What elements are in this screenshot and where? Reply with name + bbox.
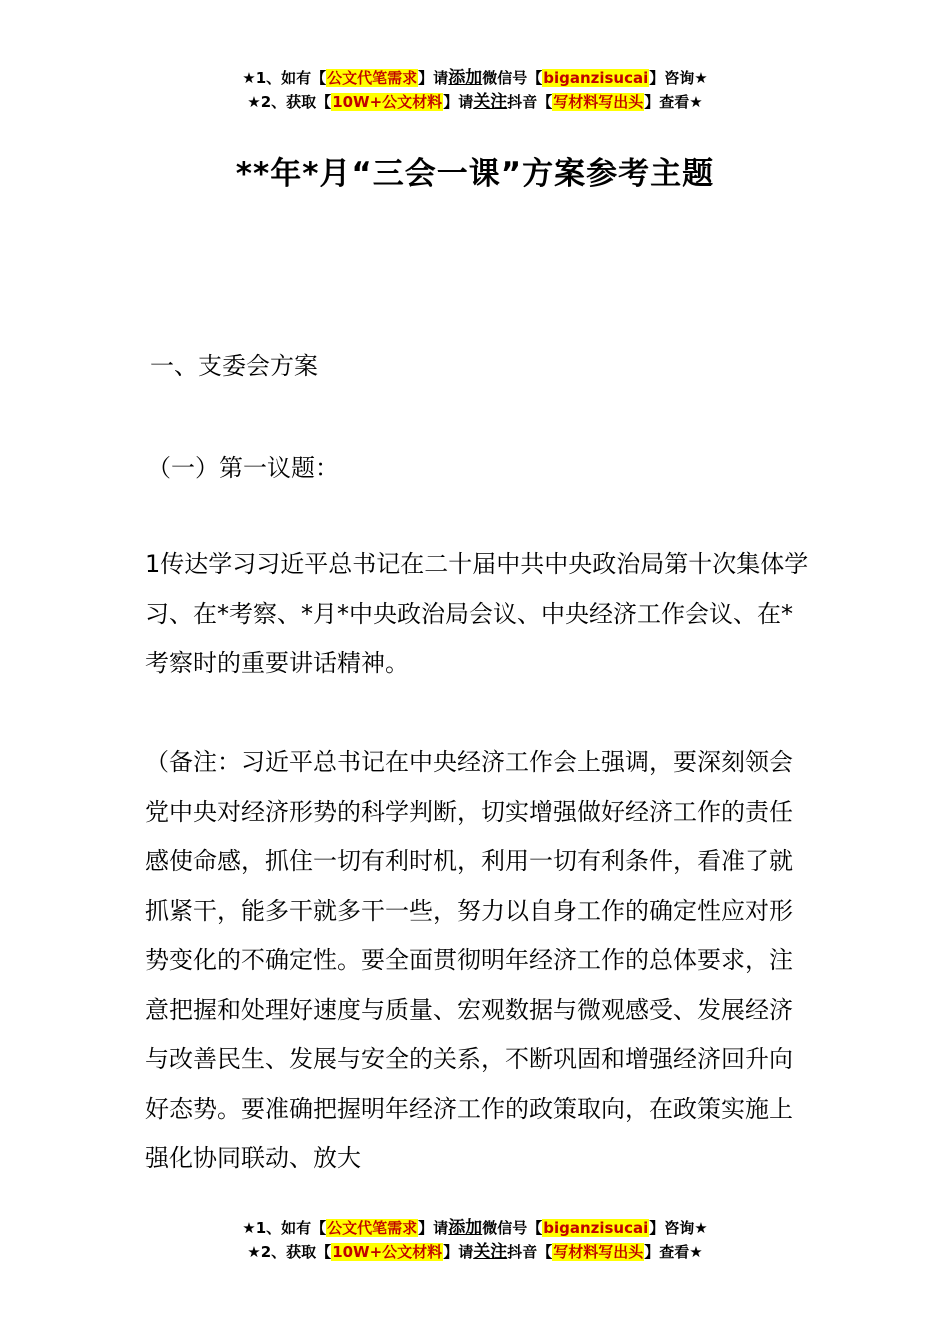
highlight-materials: 10W+公文材料 <box>332 1243 443 1261</box>
footer-banner <box>0 1216 950 1264</box>
agenda-item-1: 1传达学习习近平总书记在二十届中共中央政治局第十次集体学习、在*考察、*月*中央政治局会议、中央经济工作会议、在*考察时的重要讲话精神。 <box>145 550 809 677</box>
banner-line-1: ★1、如有【公文代笔需求】请添加微信号【biganzisucai】咨询★ <box>242 1218 708 1238</box>
banner-line-1: ★1、如有【公文代笔需求】请添加微信号【biganzisucai】咨询★ <box>242 68 708 88</box>
note-paragraph: （备注：习近平总书记在中央经济工作会上强调，要深刻领会党中央对经济形势的科学判断，切实增强做好经济工作的责任感使命感，抓住一切有利时机，利用一切有利条件，看准了就抓紧干，能多干就多干一些，努力以自身工作的确定性应对形势变化的不确定性。要全面贯彻明年经济工作的总体要求，注意把握和处理好速度与质量、宏观数据与微观感受、发展经济与改善民生、发展与安全的关系，不断巩固和增强经济回升向好态势。要准确把握明年经济工作的政策取向，在政策实施上强化协同联动、放大 <box>145 748 793 1172</box>
section-heading: 一、支委会方案 <box>150 352 318 380</box>
document-title: **年*月“三会一课”方案参考主题 <box>235 156 715 192</box>
highlight-service: 公文代笔需求 <box>327 69 418 87</box>
highlight-materials: 10W+公文材料 <box>332 93 443 111</box>
highlight-douyin: 写材料写出头 <box>553 93 644 111</box>
subsection-heading: （一）第一议题： <box>147 454 339 482</box>
highlight-wechat-id: biganzisucai <box>543 1219 649 1237</box>
header-banner <box>0 66 950 114</box>
highlight-douyin: 写材料写出头 <box>553 1243 644 1261</box>
highlight-wechat-id: biganzisucai <box>543 69 649 87</box>
banner-line-2: ★2、获取【10W+公文材料】请关注抖音【写材料写出头】查看★ <box>247 92 703 112</box>
highlight-service: 公文代笔需求 <box>327 1219 418 1237</box>
banner-line-2: ★2、获取【10W+公文材料】请关注抖音【写材料写出头】查看★ <box>247 1242 703 1262</box>
